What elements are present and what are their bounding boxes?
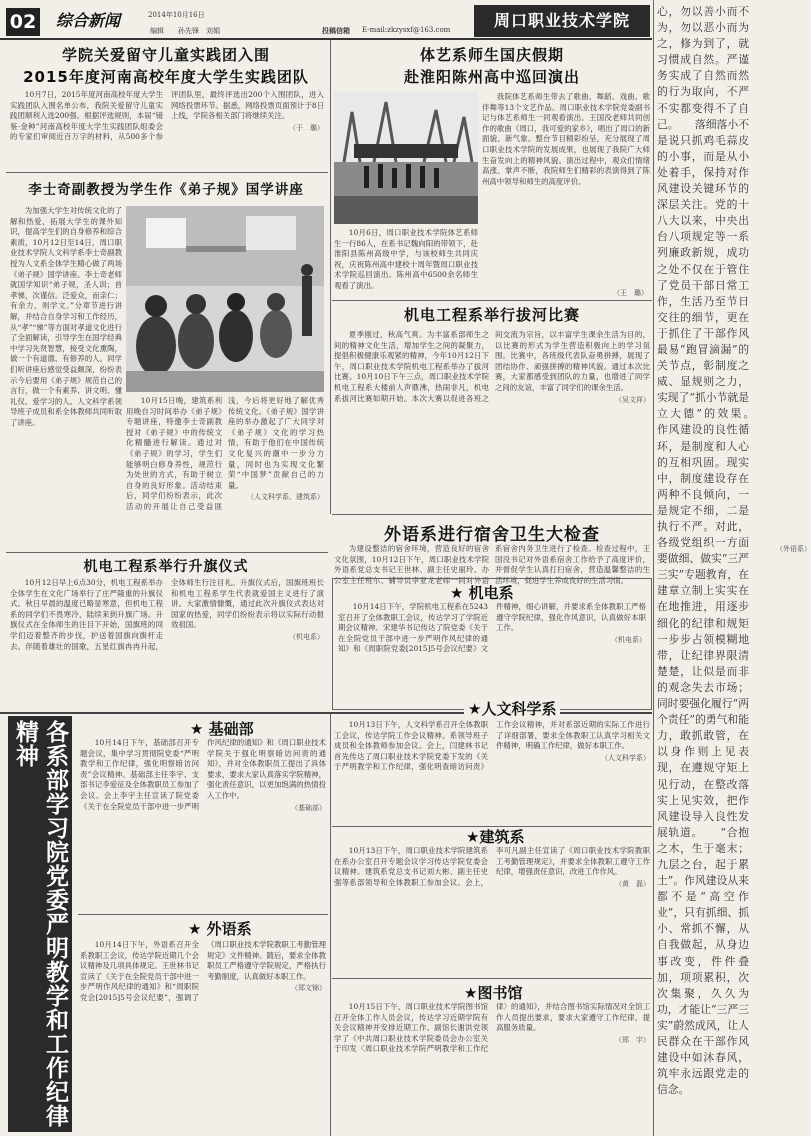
art3-col-b [126, 396, 324, 548]
tsg-byline: （郑 宇） [615, 1035, 650, 1044]
tsg-text: 10月15日下午，周口职业技术学院图书馆召开全体工作人员会议，传达学习近期学院有关会议精神并安排近期工作。副馆长谢洪党领学了《中共周口职业技术学院委员会办公室关于印发〈周口职业技术学院严明教学和工作纪律〉的通知》，并结合图书馆实际情况对全馆工作人员提出要求，要求大家遵守工作纪律，提高服务质量。 [334, 1002, 650, 1054]
rule-1 [6, 172, 328, 173]
rw-title-text: 人文科学系 [481, 700, 557, 718]
wy-title-text: 外语系 [206, 920, 252, 938]
art2-col-a: 10月6日，周口职业技术学院体艺系师生一行86人，在系书记魏向阳的带领下，赴淮阳县陈州高级中学，与该校师生共同庆祝，庆祝陈州高中建校十周年暨周口职业技术学院巡回演出。陈州高中6500余名师生观看了演出。 [334, 228, 478, 290]
art3-text-b: 10月15日晚，建筑系利用晚自习时间举办《弟子规》专题讲座，特邀李士奇副教授对《弟子规》中的传统文化精髓进行解读。通过对《弟子规》的学习，学生们能够明白修身养性，规范行为处世的方式，有助于树立自身的良好形象。活动结束后，同学们纷纷表示，此次活动的开展让自己受益匪浅，今后将更好地了解优秀传统文化。《弟子规》国学讲座的举办激起了广大同学对《弟子规》文化的学习热情，有助于他们在中国传统文化复兴的潮中一步分力量，同时也为实现文化繁荣“中国梦”贡献自己的力量。 [126, 396, 324, 511]
star-icon: ★ [468, 700, 482, 718]
section-title: 综合新闻 [56, 11, 121, 30]
jz-byline: （黄 磊） [615, 879, 650, 888]
rule-8 [332, 978, 652, 979]
jd-byline: （机电系） [611, 635, 646, 644]
jc-byline: （基础部） [291, 803, 326, 812]
page-number: 02 [6, 8, 40, 36]
art4-body [334, 330, 650, 510]
star-icon: ★ [450, 584, 469, 602]
art1-byline: （于 璐） [289, 123, 324, 132]
rw-title [464, 698, 560, 719]
star-icon: ★ [464, 984, 478, 1002]
star-icon: ★ [188, 920, 207, 938]
paper-name: 周口职业技术学院 [493, 11, 630, 30]
col-divider-top [330, 40, 331, 514]
art6-body [10, 578, 324, 708]
art2-title: 体艺系师生国庆假期 [419, 46, 564, 64]
star-icon: ★ [466, 828, 480, 846]
side-title-panel [8, 716, 72, 1132]
right-column-rule [653, 0, 654, 1136]
rule-2 [6, 552, 328, 553]
art1-body [10, 90, 324, 168]
art1-title1: 学院关爱留守儿童实践团入围 [61, 46, 270, 64]
right-column-text: 心，勿以善小而不为，勿以恶小而为之，修为到了，就习惯成自然。严谨务实成了自然而然的行为取向，不严不实都变得不了自己。 落细落小不是说只抓鸡毛蒜皮的小事，而是从小处着手，保持对作风建设关键环节的深层关注。党的十八大以来，中央出台八项规定等一系列廉政新规，成功之处不仅在于管住了党员干部日常工作，生活乃至节日交往的细节，更在于抓住了干部作风最易“跑冒滴漏”的关节点，彰制度之威、显规则之力，实现了“抓小节就是立大德”的效果。 作风建设的良性循环，是制度和人心的互相巩固。现实中，制度建设存在两种不良倾向，一是规定不细，二是执行不严。对此，各级党组织一方面要做细、做实“三严三实”专题教育，在建章立制上实实在在地推进，用逐步细化的纪律和规矩一步步占领模糊地带，让纪律界限清楚楚，让似是而非的观念失去市场；同时要强化履行“两个责任”的勇气和能力，敢抓敢管，在以身作则上见表现，在遵规守矩上见行动，在整改落实上见实效，把作风建设导入良性发展轨道。 “合抱之木，生于毫末；九层之台，起于累土”。作风建设从来都不是“高空作业”，只有抓细、抓小、常抓不懈，从自我做起，从身边事改变，件件叠加，项项累积，次次集聚，久久为功，才能让“三严三实”蔚然成风，让人民群众在干部作风建设中如沐春风，筑牢永远跟党走的信念。 [657, 5, 771, 1097]
tsg-body [334, 1002, 650, 1132]
jc-text: 10月14日下午，基础部召开专题会议，集中学习贯彻院党委“严明教学和工作纪律，强化明察暗访问责”会议精神。基础部主任李宇、支部书记李爱征及全体教职员工参加了会议。会上李宇主任宣读了院党委《关于在全院党员干部中进一步严明作风纪律的通知》和《周口职业技术学院关于强化明察暗访问责的通知》，并对全体教职员工提出了具体要求，要求大家认真落实学院精神，强化责任意识，以更加饱满的热情投入工作中。 [80, 738, 326, 811]
art1-text: 10月7日，2015年度河南高校年度大学生实践团队入围名单公布，我院关爱留守儿童实践团顺利入选200强。根据评选规则，本届“镜鉴·金种”河南高校年度大学生实践团队组委会的专家们审阅近百万字的材料，从500多个参评团队里，最终评选出200个入围团队，进入网络投票环节。据悉，网络投票页面预计于8日上线，学院各相关部门将继续关注。 [10, 90, 324, 142]
jd-title [450, 582, 514, 603]
jd-text: 10月14日下午，学院机电工程系在5243室召开了全体教职工会议，传达学习了学院近期会议精神。宋建华书记传达了院党委《关于在全院党员干部中进一步严明作风纪律的通知》和《周职院党委[2015]5号会议纪要》文件精神，细心讲解，并要求系全体教职工严格遵守学院纪律，强化作风意识，认真做好本职工作。 [338, 602, 646, 654]
editors: 编辑 孙先锋 刘娟 [150, 27, 220, 35]
jz-body [334, 846, 650, 976]
rule-4 [332, 514, 652, 515]
side-title: 各系部学习院党委严明教学和工作纪律精神 [12, 720, 68, 1128]
art3-col-a: 为加强大学生对传统文化的了解和热爱，拓展大学生的课外知识，提高学生们的自身修养和综合素质，10月12日至14日，周口职业技术学院人文科学系李士奇副教授为人文系全体学生精心做了两场《弟子规》国学讲座。李士奇老师就国学知识“弟子规，圣人训；首孝悌，次谨信。泛爱众，而亲仁；有余力，则学文。”分章节进行讲解，并结合自身学习和工作经历，从“孝”“悌”等方面对孝道文化进行了全面解读，引导学生在国学经典中学习先贤智慧，接受文化熏陶，做一个有道德、有修养的人。同学们听讲座后感觉受益颇深，纷纷表示今后要用《弟子规》规范自己的言行，做一个有素养、讲文明、懂礼仪、爱学习的人。人文科学系领导班子成员和系全体教师共同听取了讲座。 [10, 206, 122, 427]
tsg-title [464, 982, 522, 1003]
masthead [0, 0, 652, 38]
performance-photo [334, 92, 478, 224]
art2-byline: （王 璐） [613, 289, 648, 297]
art5-byline: （外语系） [776, 545, 811, 553]
jz-text: 10月13日下午，周口职业技术学院建筑系在系办公室召开专题会议学习传达学院党委会议精神。建筑系党总支书记刘大彬、副主任史强等系部领导和全体教职工参加会议。会上，李可凡副主任宣读了《周口职业技术学院教职工考勤管理规定》，并要求全体教职工遵守工作纪律，增强责任意识，改进工作作风。 [334, 846, 650, 887]
art3-byline: （人文科学系、建筑系） [247, 493, 324, 502]
jc-title [190, 718, 254, 739]
paper-name-banner [474, 5, 650, 37]
col-divider-bottom [330, 714, 331, 1136]
jd-body [338, 602, 646, 706]
jz-title-text: 建筑系 [479, 828, 525, 846]
tsg-title-text: 图书馆 [477, 984, 523, 1002]
rule-6 [78, 914, 328, 915]
wy-body [80, 940, 326, 1132]
jd-title-text: 机电系 [468, 584, 514, 602]
issue-date: 2014年10月16日 [148, 11, 205, 19]
art2-col-b: 我院体艺系师生带去了歌曲、舞蹈、戏曲、歌伴舞等13个文艺作品。周口职业技术学院党委副书记与体艺系师生一同观看演出。王国没老师共同创作的歌曲《周口，我可爱的家乡》，唱出了周口的新面貌、新气象。整台节目精彩纷呈，充分展现了周口职业技术学院的发展成果，也展现了我院广大师生奋发向上的精神风貌。演出过程中，观众们情绪高涨、掌声不断，我院师生们精彩的表演得到了陈州高中领导和师生的高度评价。 [482, 92, 650, 186]
masthead-rule [0, 38, 652, 40]
wy-text: 10月14日下午，外语系召开全系教职工会议，传达学院近期几个会议精神及几项具体规定。王世林书记宣读了《关于在全院党员干部中进一步严明作风纪律的通知》和“周职院党会[2015]5号会议纪要”，强调了《周口职业技术学院教职工考勤管理规定》文件精神。随后，要求全体教职员工严格遵守学院规定，严格执行考勤制度，认真做好本职工作。 [80, 940, 326, 1002]
art4-byline: （吴文祥） [615, 395, 650, 404]
email: E-mail:zkzysxf@163.com [362, 26, 451, 34]
art6-title: 机电工程系举行升旗仪式 [83, 559, 249, 575]
art4-title: 机电工程系举行拔河比赛 [403, 306, 580, 324]
art4-text: 夏季刚过，秋高气爽。为丰富系部师生之间的精神文化生活，增加学生之间的凝聚力，提倡积极健康乐观紧的精神，今年10月12日下午，周口职业技术学院机电工程系举办了拔河比赛。10月10日下午三点，周口职业技术学院机电工程系大楼前人声鼎沸，热闹非凡，机电系拔河比赛如期开始。本次大赛以促进各班之间交流为宗旨，以丰富学生课余生活为目的，以比赛的形式为学生营造积极向上的学习氛围。比赛中，各班级代表队奋勇拼搏，展现了团结协作、顽强拼搏的精神风貌。通过本次比赛，大家都感受到团队的力量，也增进了同学之间的友谊，丰富了同学们的课余生活。 [334, 330, 650, 403]
rw-text: 10月13日下午，人文科学系召开全体教职工会议，传达学院工作会议精神。系领导班子成员和全体教师参加会议。会上，闫建林书记首先传达了周口职业技术学院党委下发的《关于严明教学和工作纪律，强化明查暗访问责》工作会议精神，并对系部近期的实际工作进行了详细部署，要求全体教职工认真学习相关文件精神，明确工作纪律，做好本职工作。 [334, 720, 650, 772]
jc-body [80, 738, 326, 912]
rule-3 [332, 300, 652, 301]
art1-title2: 2015年度河南高校年度大学生实践团队 [23, 68, 309, 86]
rw-byline: （人文科学系） [601, 753, 650, 762]
star-icon: ★ [190, 720, 209, 738]
jc-title-text: 基础部 [208, 720, 254, 738]
art5-text: 为建设整洁的宿舍环境，营造良好的宿舍文化氛围，10月12日下午，周口职业技术学院外语系党总支书记王世林、副主任史丽玲、办公室主任班尔、辅导员李亚龙老师一同对外语系宿舍内务卫生进行了检查。检查过程中，王国没书记对外语系宿舍工作给予了高度评价，并督促学生认真打扫宿舍，营造温馨整洁的生活环境，促进学生养成良好的生活习惯。 [334, 544, 650, 585]
art5-title: 外语系进行宿舍卫生大检查 [384, 525, 600, 545]
wy-title [188, 918, 252, 939]
art6-text: 10月12日早上6点30分，机电工程系举办全体学生在文化广场举行了庄严隆重的升旗仪式。秋日早晨的温度已略显寒意，但机电工程系的同学们不畏寒冷，陆续来到升旗广场。升旗仪式在全体师生的注目下开始，国旗班的同学们迈着整齐的步伐，护送着国旗向旗杆走去。伴随着雄壮的国歌，五星红旗冉冉升起，全体师生行注目礼。升旗仪式后，国旗班班长和机电工程系学生代表就爱国主义进行了演讲。大家激情慷慨，通过此次升旗仪式表达对国家的热爱，同学们纷纷表示将以实际行动报效祖国。 [10, 578, 324, 651]
rw-body [334, 720, 650, 824]
email-label: 投稿信箱 [322, 26, 350, 35]
art3-title: 李士奇副教授为学生作《弟子规》国学讲座 [28, 182, 304, 198]
art6-byline: （机电系） [289, 632, 324, 641]
jz-title [466, 826, 524, 847]
art2-title2: 赴淮阳陈州高中巡回演出 [403, 68, 580, 86]
lecture-photo [126, 206, 324, 392]
wy-byline: （郑文锦） [291, 984, 326, 993]
